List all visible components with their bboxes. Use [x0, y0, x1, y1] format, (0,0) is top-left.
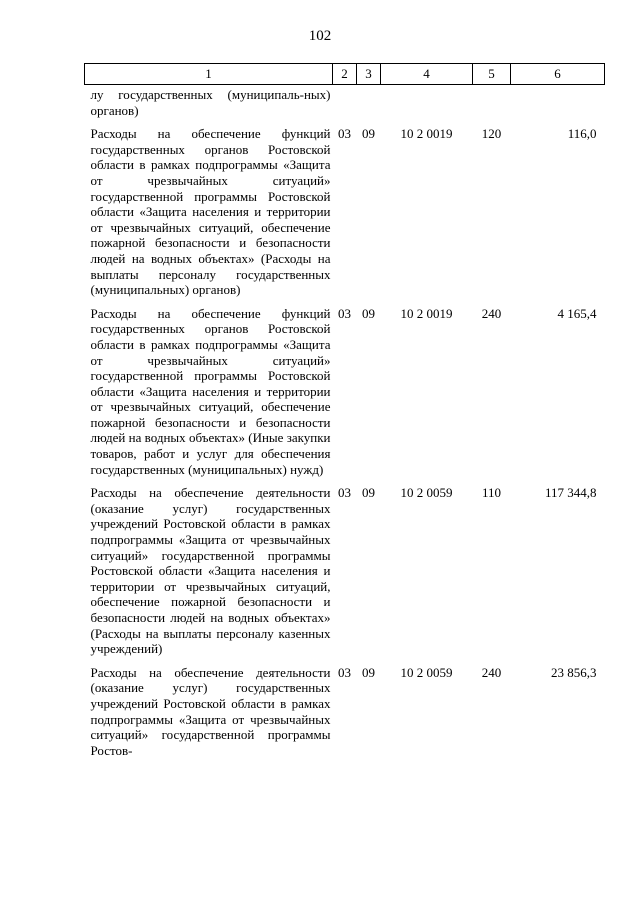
row-description: Расходы на обеспечение функций государственных органов Ростовской области в рамках подпрограммы «Защита от чрезвычайных ситуаций» государственной программы Ростовской области «Защита населения и территории от чрезвычайных ситуаций, обеспечение пожарной безопасности и безопасности людей на водных объектах» (Расходы на выплаты персоналу государственных (муниципальных) органов) — [90, 126, 331, 298]
row-section — [333, 85, 357, 119]
row-expense-type — [473, 85, 511, 119]
header-col-5: 5 — [473, 64, 511, 85]
row-description: лу государственных (муниципаль-ных) органов) — [90, 87, 331, 118]
row-target-article: 10 2 0019 — [400, 126, 453, 142]
row-subsection: 09 — [362, 664, 375, 680]
row-target-article: 10 2 0019 — [400, 305, 453, 321]
row-amount: 4 165,4 — [557, 305, 597, 321]
header-col-4: 4 — [381, 64, 473, 85]
row-amount: 23 856,3 — [551, 664, 597, 680]
header-col-1: 1 — [85, 64, 333, 85]
row-section: 03 — [338, 664, 351, 680]
row-target-article: 10 2 0059 — [400, 664, 453, 680]
table-header-row — [85, 64, 605, 85]
row-amount: 116,0 — [567, 126, 597, 142]
row-description: Расходы на обеспечение деятельности (оказание услуг) государственных учреждений Ростовской области в рамках подпрограммы «Защита от чрезвычайных ситуаций» государственной программы Ростовской области «Защита населения и территории от чрезвычайных ситуаций, обеспечение пожарной безопасности и безопасности людей на водных объектах» (Расходы на выплаты персоналу казенных учреждений) — [90, 485, 331, 657]
row-amount: 117 344,8 — [544, 485, 597, 501]
row-subsection — [357, 85, 381, 119]
row-section: 03 — [338, 126, 351, 142]
row-expense-type: 120 — [481, 126, 502, 142]
row-expense-type: 110 — [481, 485, 502, 501]
page-number: 102 — [308, 28, 332, 44]
row-description: Расходы на обеспечение функций государственных органов Ростовской области в рамках подпрограммы «Защита от чрезвычайных ситуаций» государственной программы Ростовской области «Защита населения и территории от чрезвычайных ситуаций, обеспечение пожарной безопасности и безопасности людей на водных объектах» (Иные закупки товаров, работ и услуг для обеспечения государственных (муниципальных) нужд) — [90, 305, 331, 477]
row-subsection: 09 — [362, 305, 375, 321]
row-description: Расходы на обеспечение деятельности (оказание услуг) государственных учреждений Ростовской области в рамках подпрограммы «Защита от чрезвычайных ситуаций» государственной программы Ростов- — [90, 664, 331, 758]
row-target-article — [381, 85, 473, 119]
table-row — [85, 657, 605, 759]
table-row — [85, 85, 605, 119]
row-expense-type: 240 — [481, 664, 502, 680]
table-row — [85, 298, 605, 478]
table-row — [85, 477, 605, 657]
row-amount — [511, 85, 605, 119]
row-expense-type: 240 — [481, 305, 502, 321]
row-subsection: 09 — [362, 485, 375, 501]
row-subsection: 09 — [362, 126, 375, 142]
header-col-3: 3 — [357, 64, 381, 85]
row-section: 03 — [338, 305, 351, 321]
table-row — [85, 118, 605, 298]
budget-table — [84, 63, 605, 758]
row-target-article: 10 2 0059 — [400, 485, 453, 501]
row-section: 03 — [338, 485, 351, 501]
header-col-2: 2 — [333, 64, 357, 85]
header-col-6: 6 — [511, 64, 605, 85]
